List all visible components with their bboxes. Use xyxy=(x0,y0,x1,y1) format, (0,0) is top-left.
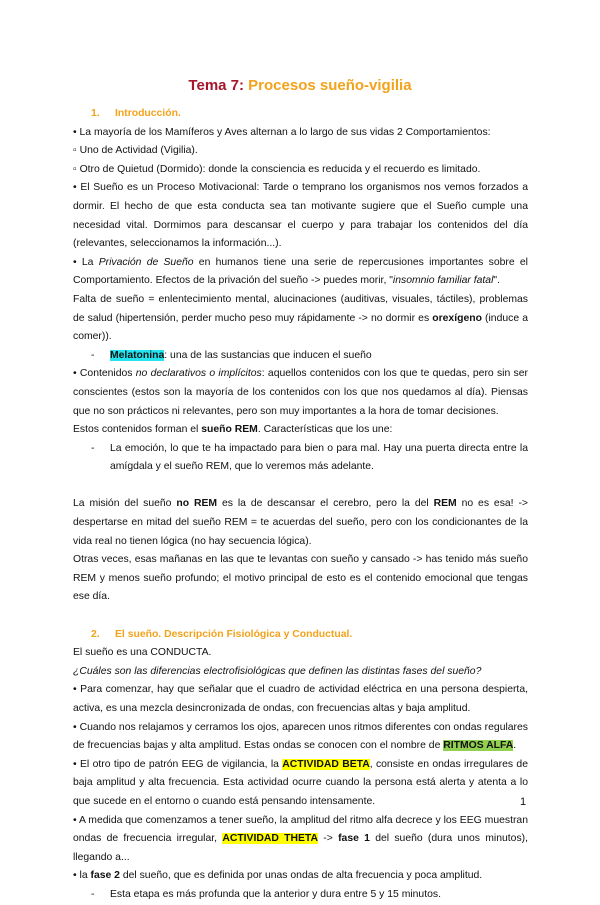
document-body xyxy=(73,105,528,905)
page-title xyxy=(0,77,600,94)
paragraph: Otras veces, esas mañanas en las que te levantas con sueño y cansado -> has tenido más sueño REM y menos sueño profundo; el motivo principal de esto es el contenido emocional que tengas ese día. xyxy=(73,554,528,603)
paragraph: • La Privación de Sueño en humanos tiene una serie de repercusiones importantes sobre el Comportamiento. Efectos de la privación del sueño -> puedes morir, "insomnio familiar fatal". xyxy=(73,256,528,287)
paragraph: ▫ Uno de Actividad (Vigilia). xyxy=(73,145,198,157)
paragraph: ¿Cuáles son las diferencias electrofisiológicas que definen las distintas fases del sueño? xyxy=(73,665,482,677)
paragraph: ▫ Otro de Quietud (Dormido): donde la consciencia es reducida y el recuerdo es limitado. xyxy=(73,163,481,175)
paragraph: • La mayoría de los Mamíferos y Aves alternan a lo largo de sus vidas 2 Comportamientos: xyxy=(73,126,491,138)
dash-item: - Esta etapa es más profunda que la anterior y dura entre 5 y 15 minutos. xyxy=(73,886,528,905)
highlight-melatonina: Melatonina xyxy=(110,349,165,361)
paragraph: • Cuando nos relajamos y cerramos los ojos, aparecen unos ritmos diferentes con ondas regulares de frecuencias bajas y alta amplitud. Estas ondas se conocen con el nombre de RITMOS ALFA. xyxy=(73,721,528,752)
paragraph: • A medida que comenzamos a tener sueño, la amplitud del ritmo alfa decrece y los EEG muestran ondas de frecuencia irregular, ACTIVIDAD THETA -> fase 1 del sueño (dura unos minutos), llegando a... xyxy=(73,814,528,863)
paragraph: • Contenidos no declarativos o implícitos: aquellos contenidos con los que te quedas, pero sin ser conscientes (estos son la mayoría de los contenidos con los que nos quedamos al día). Piensas que no son prácticos ni relevantes, pero son muy importantes a la hora de tomar decisiones. xyxy=(73,368,528,417)
paragraph: El sueño es una CONDUCTA. xyxy=(73,647,212,659)
dash-item: - Melatonina: una de las sustancias que inducen el sueño xyxy=(73,347,528,366)
paragraph: • Para comenzar, hay que señalar que el cuadro de actividad eléctrica en una persona despierta, activa, es una mezcla desincronizada de ondas, con frecuencias altas y baja amplitud. xyxy=(73,684,528,714)
highlight-actividad-theta: ACTIVIDAD THETA xyxy=(222,833,319,845)
paragraph: • la fase 2 del sueño, que es definida por unas ondas de alta frecuencia y poca amplitud. xyxy=(73,870,483,882)
paragraph: • El otro tipo de patrón EEG de vigilancia, la ACTIVIDAD BETA, consiste en ondas irregulares de baja amplitud y alta frecuencia. Esta actividad ocurre cuando la persona está alerta y atenta a lo que sucede en el entorno o cuando está pensando intensamente. xyxy=(73,758,528,807)
paragraph: Estos contenidos forman el sueño REM. Características que los une: xyxy=(73,424,393,436)
title-prefix: Tema 7: xyxy=(188,77,244,94)
highlight-actividad-beta: ACTIVIDAD BETA xyxy=(282,758,370,770)
paragraph: Falta de sueño = enlentecimiento mental, alucinaciones (auditivas, visuales, táctiles), problemas de salud (hipertensión, perder mucho peso muy rápidamente -> no dormir es orexígeno (induce a comer)). xyxy=(73,293,528,343)
page-number: 1 xyxy=(520,796,527,808)
section-heading-1: 1. Introducción. xyxy=(91,108,181,119)
title-main: Procesos sueño-vigilia xyxy=(248,77,412,94)
paragraph: • El Sueño es un Proceso Motivacional: Tarde o temprano los organismos nos vemos forzados a dormir. El hecho de que esta conducta sea tan motivante sugiere que el Sueño cumple una necesidad vital. Dormimos para descansar el cuerpo y para trabajar los contenidos del día (relevantes, seleccionamos la información...). xyxy=(73,182,528,250)
dash-item: - La emoción, lo que te ha impactado para bien o para mal. Hay una puerta directa entre la amígdala y el sueño REM, que lo veremos más adelante. xyxy=(73,440,528,477)
highlight-ritmos-alfa: RITMOS ALFA xyxy=(443,740,514,752)
paragraph: La misión del sueño no REM es la de descansar el cerebro, pero la del REM no es esa! -> despertarse en mitad del sueño REM = te acuerdas del sueño, pero con los condicionantes de la vida real no tienen lógica (no hay secuencia lógica). xyxy=(73,498,528,547)
section-heading-2: 2. El sueño. Descripción Fisiológica y Conductual. xyxy=(91,628,353,640)
